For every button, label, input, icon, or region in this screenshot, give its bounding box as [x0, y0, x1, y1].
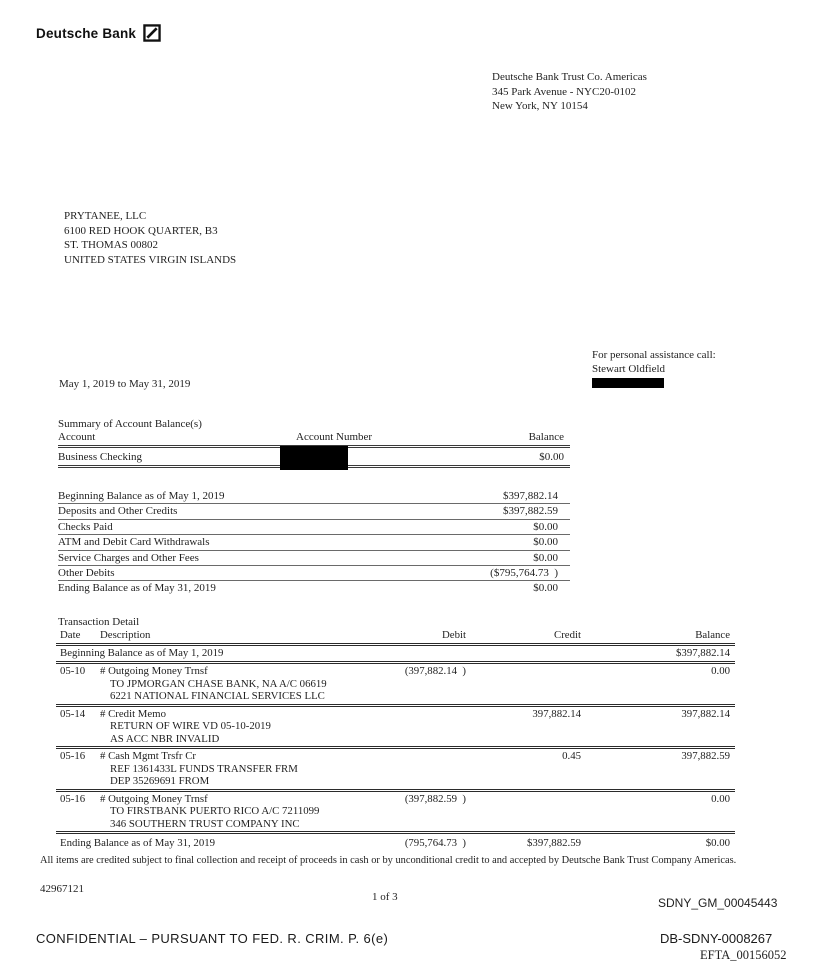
transaction-row — [56, 792, 735, 835]
balance-summary-label: Other Debits — [58, 566, 115, 579]
ending-balance-debit: (795,764.73 ) — [404, 837, 466, 849]
transaction-table-header — [56, 629, 735, 646]
balance-summary-label: Ending Balance as of May 31, 2019 — [58, 582, 216, 595]
transaction-description — [100, 750, 366, 788]
balance-summary-amount: $397,882.59 — [503, 505, 558, 518]
assistance-contact-name: Stewart Oldfield — [592, 363, 666, 375]
transaction-description-line: # Outgoing Money Trnsf — [100, 792, 208, 805]
transaction-date: 05-16 — [60, 792, 86, 805]
column-header-credit: Credit — [554, 629, 581, 641]
ending-balance-amount: $0.00 — [705, 837, 730, 849]
customer-address-block — [64, 209, 236, 267]
transaction-description — [100, 708, 366, 746]
account-name: Business Checking — [58, 451, 143, 463]
deutsche-bank-logo-text: Deutsche Bank — [36, 25, 137, 41]
transaction-description-line: DEP 35269691 FROM — [110, 775, 210, 787]
transaction-description-line: TO JPMORGAN CHASE BANK, NA A/C 06619 — [110, 677, 327, 690]
disclaimer-text: All items are credited subject to final collection and receipt of proceeds in cash or by unconditional credit to and accepted by Deutsche Bank Trust Company Americas. — [40, 855, 737, 866]
transaction-row — [56, 664, 735, 707]
bank-address-line: 345 Park Avenue - NYC20-0102 — [492, 85, 636, 98]
balance-summary-amount: $397,882.14 — [503, 490, 558, 502]
transaction-balance: 0.00 — [711, 792, 730, 805]
balance-summary-label: Service Charges and Other Fees — [58, 551, 199, 564]
account-balance: $0.00 — [539, 451, 564, 463]
account-summary-title: Summary of Account Balance(s) — [58, 418, 202, 430]
transaction-description-line: 6221 NATIONAL FINANCIAL SERVICES LLC — [110, 690, 325, 702]
transaction-description-line: AS ACC NBR INVALID — [110, 732, 220, 745]
bates-stamp-sdny-gm: SDNY_GM_00045443 — [658, 896, 778, 910]
confidential-notice: CONFIDENTIAL – PURSUANT TO FED. R. CRIM. P. 6(e) — [36, 931, 389, 946]
transaction-description — [100, 665, 366, 703]
ending-balance-credit: $397,882.59 — [527, 837, 581, 849]
balance-summary-label: Checks Paid — [58, 520, 113, 533]
column-header-description: Description — [100, 629, 151, 641]
balance-summary-amount: $0.00 — [533, 582, 558, 595]
transaction-row — [56, 749, 735, 792]
transaction-description — [100, 793, 366, 831]
beginning-balance-label: Beginning Balance as of May 1, 2019 — [60, 647, 224, 659]
bank-address-line: Deutsche Bank Trust Co. Americas — [492, 71, 647, 83]
bates-stamp-efta: EFTA_00156052 — [700, 948, 787, 962]
transaction-description-line: REF 1361433L FUNDS TRANSFER FRM — [110, 762, 298, 775]
transaction-description-line: 346 SOUTHERN TRUST COMPANY INC — [110, 817, 300, 830]
balance-summary-label: ATM and Debit Card Withdrawals — [58, 536, 210, 549]
transaction-detail-title: Transaction Detail — [58, 616, 140, 628]
transaction-description-line: # Credit Memo — [100, 707, 166, 720]
column-header-account-number: Account Number — [296, 431, 373, 443]
column-header-balance: Balance — [528, 431, 564, 443]
customer-name: PRYTANEE, LLC — [64, 210, 147, 222]
column-header-balance: Balance — [695, 629, 730, 641]
balance-summary-row — [58, 504, 570, 519]
transaction-date: 05-14 — [60, 707, 86, 720]
balance-summary-label: Beginning Balance as of May 1, 2019 — [58, 490, 225, 502]
ending-balance-label: Ending Balance as of May 31, 2019 — [60, 837, 216, 849]
statement-reference-number: 42967121 — [40, 883, 84, 895]
beginning-balance-amount: $397,882.14 — [676, 647, 730, 659]
column-header-account: Account — [58, 431, 96, 443]
customer-address-line: UNITED STATES VIRGIN ISLANDS — [64, 253, 237, 266]
balance-summary-row — [58, 551, 570, 566]
deutsche-bank-logo — [36, 24, 161, 42]
balance-summary-amount: $0.00 — [533, 536, 558, 549]
transaction-date: 05-10 — [60, 665, 86, 677]
balance-summary-table — [58, 489, 570, 597]
balance-summary-row — [58, 535, 570, 550]
bates-stamp-db-sdny: DB-SDNY-0008267 — [660, 931, 773, 946]
beginning-balance-row — [56, 646, 735, 664]
redacted-phone-number — [592, 378, 664, 388]
transaction-balance: 0.00 — [711, 665, 730, 677]
transaction-detail-table — [56, 629, 735, 850]
customer-address-line: 6100 RED HOOK QUARTER, B3 — [64, 224, 218, 237]
bank-address-block — [492, 70, 647, 114]
transaction-description-line: TO FIRSTBANK PUERTO RICO A/C 7211099 — [110, 805, 320, 817]
page-indicator: 1 of 3 — [372, 891, 398, 903]
balance-summary-amount: $0.00 — [533, 520, 558, 533]
column-header-debit: Debit — [442, 629, 466, 641]
transaction-date: 05-16 — [60, 750, 86, 762]
balance-summary-row — [58, 520, 570, 535]
transaction-debit: (397,882.14 ) — [404, 665, 466, 677]
assistance-label: For personal assistance call: — [592, 349, 716, 361]
transaction-balance: 397,882.59 — [681, 750, 730, 762]
assistance-block — [592, 348, 716, 388]
balance-summary-row — [58, 581, 570, 596]
transaction-description-line: RETURN OF WIRE VD 05-10-2019 — [110, 720, 271, 732]
redacted-account-number — [280, 446, 348, 470]
balance-summary-amount: ($795,764.73 ) — [490, 566, 558, 579]
customer-address-line: ST. THOMAS 00802 — [64, 239, 159, 251]
transaction-balance: 397,882.14 — [681, 707, 730, 720]
bank-address-line: New York, NY 10154 — [492, 100, 588, 112]
transaction-row — [56, 707, 735, 750]
balance-summary-row — [58, 566, 570, 581]
balance-summary-row — [58, 489, 570, 504]
deutsche-bank-slash-icon — [143, 24, 161, 42]
statement-period: May 1, 2019 to May 31, 2019 — [59, 378, 191, 390]
ending-balance-row — [56, 834, 735, 850]
transaction-description-line: # Outgoing Money Trnsf — [100, 665, 208, 677]
transaction-credit: 397,882.14 — [532, 707, 581, 720]
transaction-description-line: # Cash Mgmt Trsfr Cr — [100, 750, 196, 762]
transaction-debit: (397,882.59 ) — [404, 792, 466, 805]
balance-summary-label: Deposits and Other Credits — [58, 505, 178, 518]
balance-summary-amount: $0.00 — [533, 551, 558, 564]
column-header-date: Date — [60, 629, 81, 641]
transaction-credit: 0.45 — [562, 750, 581, 762]
